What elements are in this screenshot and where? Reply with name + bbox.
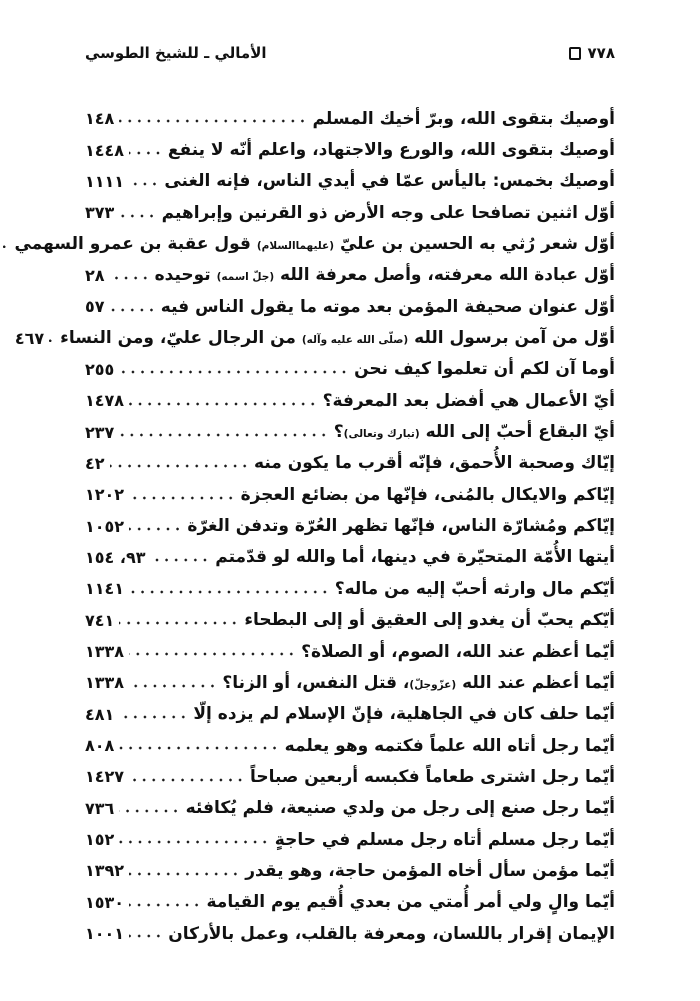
entry-text: أوّل عنوان صحيفة المؤمن بعد موته ما يقول الناس فيه [160,296,615,317]
dot-leader [119,103,307,134]
entry-page-number: ٩٣، ١٥٤ [85,547,146,567]
entry-page-number: ١٣٩٢ [85,861,125,881]
index-entry [85,103,615,134]
dot-leader [129,385,318,416]
dot-leader [129,479,236,510]
entry-text: أوّل من آمن برسول الله (صلّى الله عليه وآله) من الرجال عليّ، ومن النساء [60,328,615,349]
entry-page-number: ١٤٨ [85,109,115,129]
entry-text: أوما آن لكم أن تعلموا كيف نحن [354,359,615,380]
entry-text: أيّما رجل صنع إلى رجل من ولدي صنيعة، فلم يُكافئه [185,798,615,819]
index-entry [85,824,615,855]
honorific-parenthetical: (جلّ اسمه) [216,271,275,284]
entry-page-number: ٤٨١ [85,704,115,724]
entry-page-number: ١٤٢٧ [85,767,125,787]
honorific-parenthetical: (عزّوجلّ) [409,678,457,691]
dot-leader [129,667,217,698]
dot-leader [129,887,201,918]
entry-text: أوصيك بتقوى الله، وبرّ أخيك المسلم [312,108,615,129]
entry-text: أيّكم يحبّ أن يغدو إلى العقيق أو إلى البطحاء [244,610,615,631]
entry-text: أوّل عبادة الله معرفته، وأصل معرفة الله (جلّ اسمه) توحيده [154,265,615,286]
entry-page-number: ٨٠٨ [85,736,115,756]
entry-text: أيّكم مال وارثه أحبّ إليه من ماله؟ [334,578,615,599]
entry-page-number: ٢٣٧ [85,422,115,442]
dot-leader [110,291,156,322]
index-entry [85,918,615,949]
entry-text: أيّما رجل مسلم أتاه رجل مسلم في حاجةٍ [274,829,615,850]
entry-page-number: ٤٢ [85,453,105,473]
entry-page-number: ١٣٣٨ [85,642,125,662]
index-entry [85,730,615,761]
entry-page-number: ١٠٥٢ [85,516,125,536]
index-entry [14,228,615,259]
entry-text: أيّما رجل اشترى طعاماً فكبسه أربعين صباحاً [249,766,615,787]
entry-page-number: ٤٦٧ [14,328,45,348]
entry-text: أيتها الأُمّة المتحيّرة في دينها، أما والله لو قدّمتم [215,547,615,568]
entry-page-number: ١٢٠٢ [85,485,125,505]
dot-leader [129,166,159,197]
index-entry [85,166,615,197]
entry-page-number: ٣٧٣ [85,203,115,223]
index-entry [85,354,615,385]
entry-page-number: ١١٤١ [85,579,125,599]
page-header [85,44,615,62]
entry-text: أيّما رجل أتاه الله علماً فكتمه وهو يعلمه [284,735,615,756]
index-entry [85,416,615,447]
dot-leader [129,918,163,949]
entry-page-number: ٧٣٦ [85,798,115,818]
index-entry [85,699,615,730]
dot-leader [119,197,156,228]
index-list [14,103,615,949]
dot-leader [119,824,270,855]
entry-page-number: ١١١١ [85,171,125,191]
entry-text: أوصيك بتقوى الله، والورع والاجتهاد، واعلم أنّه لا ينفع [167,140,615,161]
page-number: ٧٧٨ [587,44,615,62]
dot-leader [129,510,182,541]
index-entry [85,636,615,667]
entry-text: أيّما أعظم عند الله (عزّوجلّ)، قتل النفس، أو الزنا؟ [222,672,615,693]
entry-text: الإيمان إقرار باللسان، ومعرفة بالقلب، وعمل بالأركان [168,923,615,944]
dot-leader [119,416,329,447]
dot-leader [119,699,188,730]
index-entry [85,448,615,479]
index-entry [85,479,615,510]
page-number-marker [569,44,615,62]
dot-leader [119,354,349,385]
entry-page-number: ١٥٣٠ [85,892,125,912]
dot-leader [110,448,250,479]
index-entry [85,761,615,792]
dot-leader [119,605,239,636]
honorific-parenthetical: (عليهماالسلام) [256,240,335,253]
index-entry [85,134,615,165]
entry-text: أيّ البقاع أحبّ إلى الله (تبارك وتعالى)؟ [333,422,615,443]
index-entry [85,605,615,636]
book-title: الأمالي ـ للشيخ الطوسي [85,44,267,62]
entry-page-number: ١٠٠١ [85,924,125,944]
entry-page-number: ١٣٣٨ [85,673,125,693]
entry-text: أوصيك بخمس: باليأس عمّا في أيدي الناس، فإنه الغنى [164,171,615,192]
dot-leader [119,730,279,761]
entry-text: إيّاك وصحبة الأُحمق، فإنّه أقرب ما يكون منه [254,453,615,474]
honorific-parenthetical: (صلّى الله عليه وآله) [301,334,409,347]
dot-leader [129,573,330,604]
honorific-parenthetical: (تبارك وتعالى) [343,428,420,441]
entry-page-number: ٧٤١ [85,610,115,630]
dot-leader [150,542,210,573]
index-entry [85,385,615,416]
index-entry [85,573,615,604]
dot-leader [129,134,163,165]
index-entry [85,542,615,573]
dot-leader [129,761,245,792]
square-bullet-icon [569,47,581,60]
entry-page-number: ٢٥٥ [85,359,115,379]
entry-text: أوّل شعر رُثي به الحسين بن عليّ (عليهماالسلام) قول عقبة بن عمرو السهمي [14,234,615,255]
entry-text: أيّما حلف كان في الجاهلية، فإنّ الإسلام لم يزده إلّا [193,704,615,725]
entry-text: أيّما أعظم عند الله، الصوم، أو الصلاة؟ [301,641,615,662]
entry-page-number: ١٥٢ [85,830,115,850]
entry-page-number: ٥٧ [85,297,105,317]
entry-page-number: ١٤٧٨ [85,391,125,411]
dot-leader [119,793,180,824]
entry-text: إيّاكم والايكال بالمُنى، فإنّها من بضائع العجزة [240,484,615,505]
dot-leader [129,855,240,886]
entry-page-number: ١٤٤٨ [85,140,125,160]
index-entry [85,291,615,322]
entry-text: أيّ الأعمال هي أفضل بعد المعرفة؟ [322,390,615,411]
index-entry [14,322,615,353]
entry-text: إيّاكم ومُشارّة الناس، فإنّها تظهر العُرّة وتدفن الغرّة [187,516,615,537]
index-entry [85,510,615,541]
entry-page-number: ٢٨ [85,265,105,285]
entry-text: أيّما مؤمن سأل أخاه المؤمن حاجة، وهو يقدر [245,860,615,881]
dot-leader [49,322,55,353]
dot-leader [129,636,296,667]
index-entry [85,260,615,291]
dot-leader [3,228,9,259]
index-entry [85,855,615,886]
index-entry [85,197,615,228]
entry-text: أوّل اثنين تصافحا على وجه الأرض ذو القرنين وإبراهيم [161,202,615,223]
index-entry [85,667,615,698]
entry-text: أيّما والٍ ولي أمر أُمتي من بعدي أُقيم يوم القيامة [206,892,615,913]
index-entry [85,887,615,918]
index-entry [85,793,615,824]
dot-leader [110,260,150,291]
